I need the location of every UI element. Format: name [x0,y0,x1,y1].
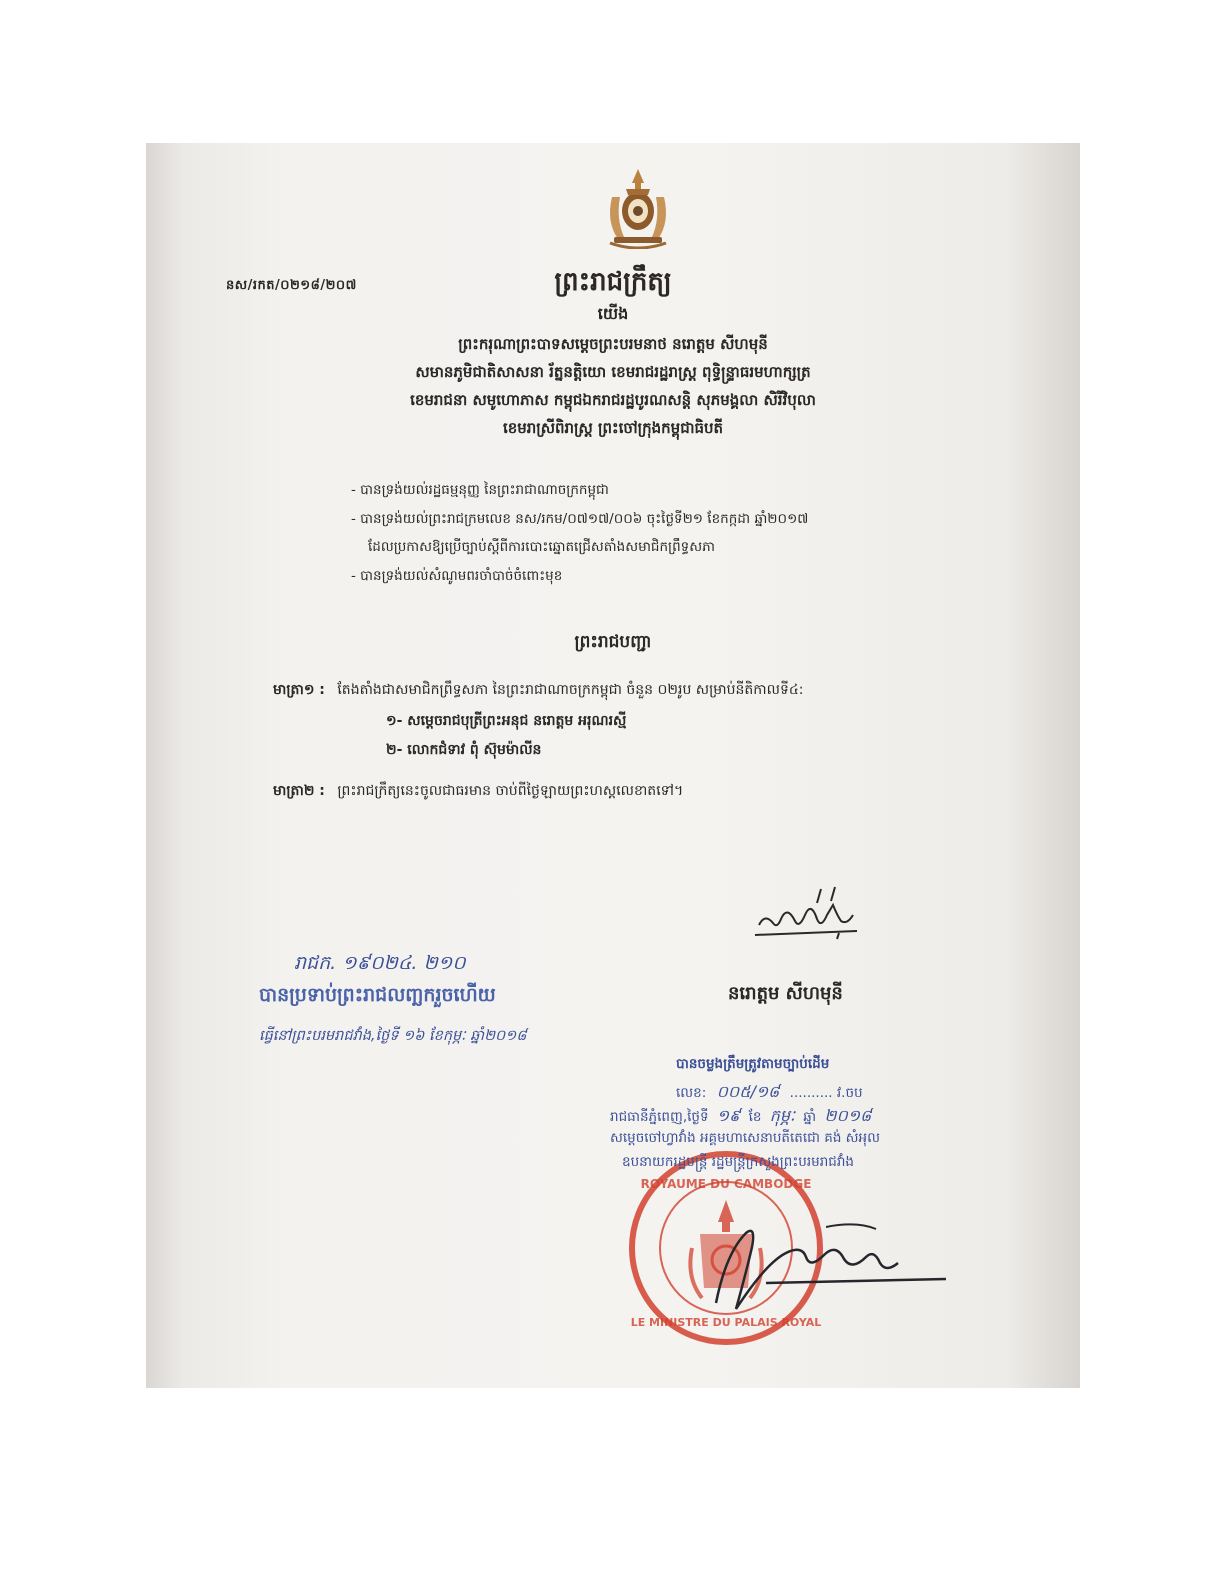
seal-bottom-text: LE MINISTRE DU PALAIS ROYAL [630,1316,822,1329]
seal-top-text: ROYAUME DU CAMBODGE [640,1177,812,1191]
office-number-suffix: វ.ចប [836,1085,863,1101]
article-2-label: មាត្រា២ : [273,783,325,799]
article-1-text: តែងតាំងជាសមាជិកព្រឹទ្ធសភា នៃព្រះរាជាណាចក្រកម្ពុជា ចំនួន ០២រូប សម្រាប់នីតិកាលទី៤: [337,682,804,698]
king-title-line: ព្រះករុណាព្រះបាទសម្តេចព្រះបរមនាថ នរោត្តម សីហមុនី [458,335,768,353]
office-date-year: ២០១៨ [824,1106,872,1125]
article-1-label: មាត្រា១ : [273,682,325,698]
signer-name: នរោត្តម សីហមុនី [728,983,843,1004]
certified-stamp-text: បានប្រទាប់ព្រះរាជលញ្ឆករួចហើយ [259,984,496,1006]
we-heading: យើង [597,304,629,323]
document-photo [146,143,1080,1388]
king-signature [751,885,861,941]
true-copy-heading: បានចម្លងត្រឹមត្រូវតាមច្បាប់ដើម [676,1056,830,1072]
king-title-line: សមានភូមិជាតិសាសនា រ័ត្ននត្តិយោ ខេមរាជរដ្ឋរាស្ត្រ ពុទ្ធិន្ទ្រាធរមហាក្សត្រ [415,363,811,381]
decree-heading: ព្រះរាជបញ្ជា [574,632,652,652]
appointee-item: ២- លោកជំទាវ ពុំ ស៊ុមម៉ាលីន [386,742,542,758]
article-2-text: ព្រះរាជក្រឹត្យនេះចូលជាធរមាន ចាប់ពីថ្ងៃឡាយព្រះហស្តលេខាតទៅ។ [337,783,684,799]
visa-line: - បានទ្រង់យល់ព្រះរាជក្រមលេខ នស/រកម/០៧១៧/០០៦ ចុះថ្ងៃទី២១ ខែកក្កដា ឆ្នាំ២០១៧ [351,511,809,527]
visa-line: ដែលប្រកាសឱ្យប្រើច្បាប់ស្តីពីការបោះឆ្នោតជ្រើសតាំងសមាជិកព្រឹទ្ធសភា [368,539,715,555]
appointee-item: ១- សម្តេចរាជបុត្រីព្រះអនុជ នរោត្តម អរុណរស្មី [386,713,627,729]
reference-number: នស/រកត/០២១៨/២០៧ [226,278,357,293]
office-number-line: លេខ: ០០៥/១៨ .......... វ.ចប [676,1082,863,1101]
office-number-hand: ០០៥/១៨ [716,1082,780,1101]
article-1 [273,680,803,701]
visa-line: - បានទ្រង់យល់សំណូមពរចាំបាច់ចំពោះមុខ [351,568,563,584]
done-at-line: ធ្វើនៅព្រះបរមរាជវាំង,ថ្ងៃទី ១៦ ខែកុម្ភៈ ឆ្នាំ២០១៨ [259,1028,527,1044]
handwritten-date: រាជក. ១៩០២៤. ២១០ [294,952,466,974]
king-title-line: ខេមរាជនា សមូហោភាស កម្ពុជឯករាជរដ្ឋបូរណសន្តិ សុភមង្គលា សិរីវិបុលា [410,391,816,409]
office-signer-role: ឧបនាយករដ្ឋមន្ត្រី រដ្ឋមន្ត្រីក្រសួងព្រះបរមរាជវាំង [622,1154,854,1170]
article-2 [273,781,683,802]
office-date-month: កុម្ភៈ [769,1106,795,1125]
office-date-year-label: ឆ្នាំ [803,1109,817,1125]
visa-line: - បានទ្រង់យល់រដ្ឋធម្មនុញ្ញ នៃព្រះរាជាណាចក្រកម្ពុជា [351,482,609,498]
office-date-line [610,1105,875,1129]
office-number-prefix: លេខ: [676,1085,707,1101]
king-title-line: ខេមរាស្រីពិរាស្ត្រ ព្រះចៅក្រុងកម្ពុជាធិបតី [502,419,724,437]
royal-emblem-icon [598,167,678,249]
document-title: ព្រះរាជក្រឹត្យ [554,267,672,297]
office-date-day: ១៩ [716,1106,741,1125]
office-signer-title: សម្តេចចៅហ្វាវាំង អគ្គមហាសេនាបតីតេជោ គង់ សំអុល [610,1130,880,1146]
office-date-month-label: ខែ [748,1109,762,1125]
office-date-prefix: រាជធានីភ្នំពេញ,ថ្ងៃទី [610,1109,709,1125]
minister-signature [706,1213,956,1323]
